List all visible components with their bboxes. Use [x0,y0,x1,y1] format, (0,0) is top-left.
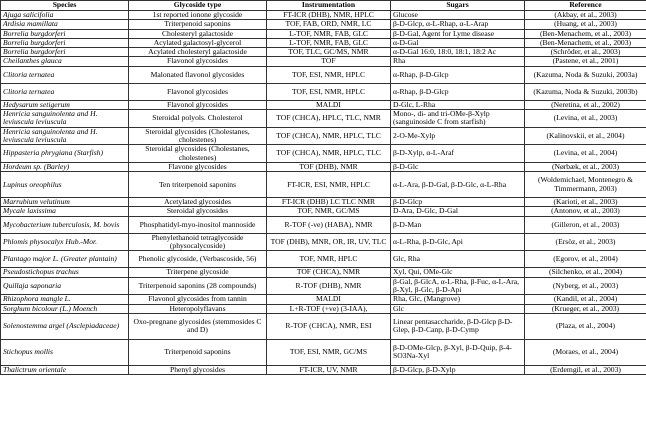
cell-reference: (Levina, et al., 2004) [525,145,646,163]
cell-reference: (Ben-Menachem, et al., 2003) [525,29,646,38]
cell-reference: (Schröder, et al., 2003) [525,48,646,57]
cell-sugars: 2-O-Me-Xylp [391,127,525,145]
cell-sugars: β-Gal, β-GlcA, α-L-Rha, β-Fuc, α-L-Ara, β-Xyl, β-Glc, β-D-Api [391,277,525,295]
cell-sugars: Mono-, di- and tri-OMe-β-Xylp (sanguinoside C from starfish) [391,110,525,128]
cell-reference: (Erdemgil, et al., 2003) [525,365,646,374]
cell-sugars: Rha, Glc, (Mangrove) [391,295,525,304]
cell-instrumentation: TOF (CHCA), NMR, HPLC, TLC [267,127,391,145]
table-row [1,313,646,339]
cell-glycoside-type: Ten triterpenoid saponins [129,172,267,198]
cell-species: Henricia sanguinolenta and H. leviuscula leviuscula [1,110,129,128]
table-row [1,11,646,20]
table-body [1,11,646,375]
table-row [1,339,646,365]
cell-glycoside-type: Acylated cholesteryl galactoside [129,48,267,57]
cell-reference: (Kazuma, Noda & Suzuki, 2003a) [525,66,646,83]
cell-instrumentation: TOF, NMR, GC/MS [267,207,391,216]
table-row [1,66,646,83]
cell-species: Lupinus oreophilus [1,172,129,198]
cell-instrumentation: R-TOF (CHCA), NMR, ESI [267,313,391,339]
table-row [1,127,646,145]
cell-glycoside-type: Malonated flavonol glycosides [129,66,267,83]
cell-reference: (Kandil, et al., 2004) [525,295,646,304]
cell-glycoside-type: Flavone glycosides [129,162,267,171]
cell-instrumentation: TOF (CHCA), NMR [267,268,391,277]
cell-sugars: β-D-Glc [391,162,525,171]
cell-sugars: D-Glc, L-Rha [391,100,525,109]
cell-reference: (Antonov, et al., 2003) [525,207,646,216]
table-row [1,251,646,268]
cell-reference: (Kazuma, Noda & Suzuki, 2003b) [525,83,646,100]
cell-sugars: Rha [391,57,525,66]
table-row [1,216,646,233]
cell-reference: (Akbay, et al., 2003) [525,11,646,20]
cell-instrumentation: TOF (DHB), MNR, OR, IR, UV, TLC [267,233,391,251]
header-species: Species [1,1,129,11]
cell-species: Mycobacterium tuberculosis, M. bovis [1,216,129,233]
table-row [1,162,646,171]
table-row [1,207,646,216]
cell-sugars: Glc [391,304,525,313]
cell-sugars: β-D-Glcp, β-D-Xylp [391,365,525,374]
cell-reference: (Gilleron, et al., 2003) [525,216,646,233]
cell-glycoside-type: Triterpene glycoside [129,268,267,277]
cell-glycoside-type: Phenolic glycoside, (Verbascoside, 56) [129,251,267,268]
cell-species: Thalictrum orientale [1,365,129,374]
cell-reference: (Woldemichael, Montenegro & Timmermann, 2003) [525,172,646,198]
cell-instrumentation: FT-ICR (DHB) LC TLC NMR [267,198,391,207]
cell-instrumentation: TOF, NMR, HPLC [267,251,391,268]
cell-instrumentation: MALDI [267,100,391,109]
cell-instrumentation: TOF (DHB), NMR [267,162,391,171]
cell-reference: (Nyberg, et al., 2003) [525,277,646,295]
header-sugars: Sugars [391,1,525,11]
cell-sugars: Xyl, Qui, OMe-Glc [391,268,525,277]
cell-reference: (Plaza, et al., 2004) [525,313,646,339]
cell-species: Henricia sanguinolenta and H. leviuscula leviuscula [1,127,129,145]
table-row [1,365,646,374]
cell-species: Phlomis physocalyx Hub.-Mor. [1,233,129,251]
cell-species: Borrelia burgdorferi [1,38,129,47]
cell-species: Marrubium velutinum [1,198,129,207]
table-row [1,48,646,57]
cell-instrumentation: R-TOF (-ve) (HABA), NMR [267,216,391,233]
cell-reference: (Krueger, et al., 2003) [525,304,646,313]
cell-instrumentation: L-TOF, NMR, FAB, GLC [267,29,391,38]
cell-species: Clitoria ternatea [1,83,129,100]
cell-sugars: β-D-OMe-Glcp, β-Xyl, β-D-Quip, β-4-SO3Na-Xyl [391,339,525,365]
cell-sugars: D-Ara, D-Glc, D-Gal [391,207,525,216]
cell-species: Hordeum sp. (Barley) [1,162,129,171]
cell-glycoside-type: Phenyl glycosides [129,365,267,374]
header-row [1,1,646,11]
cell-instrumentation: TOF [267,57,391,66]
cell-reference: (Neretina, et al., 2002) [525,100,646,109]
cell-reference: (Kalinovskii, et al., 2004) [525,127,646,145]
cell-species: Quillaja saponaria [1,277,129,295]
cell-glycoside-type: Triterpenoid saponins [129,339,267,365]
cell-sugars: β-D-Glcp, α-L-Rhap, α-L-Arap [391,20,525,29]
cell-glycoside-type: Cholesteryl galactoside [129,29,267,38]
cell-species: Solenostemma argel (Asclepiadaceae) [1,313,129,339]
cell-sugars: β-D-Man [391,216,525,233]
table-row [1,277,646,295]
table-row [1,233,646,251]
cell-instrumentation: FT-ICR, ESI, NMR, HPLC [267,172,391,198]
cell-instrumentation: TOF, TLC, GC/MS, NMR [267,48,391,57]
table-row [1,20,646,29]
header-glycoside-type: Glycoside type [129,1,267,11]
cell-glycoside-type: Triterpenoid saponins [129,20,267,29]
table-row [1,304,646,313]
cell-sugars: α-L-Rha, β-D-Glc, Api [391,233,525,251]
cell-glycoside-type: Flavonol glycosides [129,57,267,66]
cell-sugars: β-D-Glcp [391,198,525,207]
cell-glycoside-type: Flavonol glycosides [129,100,267,109]
cell-sugars: Linear pentasaccharide, β-D-Glcp β-D-Glep, β-D-Canp, β-D-Cymp [391,313,525,339]
cell-species: Plantago major L. (Greater plantain) [1,251,129,268]
cell-sugars: Glc, Rha [391,251,525,268]
cell-glycoside-type: 1st reported ionone glycoside [129,11,267,20]
table-row [1,57,646,66]
cell-species: Hippasteria phrygiana (Starfish) [1,145,129,163]
cell-sugars: β-D-Gal, Agent for Lyme disease [391,29,525,38]
cell-species: Rhizophora mangle L. [1,295,129,304]
cell-sugars: α-L-Ara, β-D-Gal, β-D-Glc, α-L-Rha [391,172,525,198]
header-instrumentation: Instrumentation [267,1,391,11]
cell-instrumentation: L-TOF, NMR, FAB, GLC [267,38,391,47]
header-reference: Reference [525,1,646,11]
cell-reference: (Silchenko, et al., 2004) [525,268,646,277]
cell-instrumentation: FT-ICR, UV, NMR [267,365,391,374]
cell-sugars: α-D-Gal [391,38,525,47]
table-row [1,198,646,207]
cell-instrumentation: TOF (CHCA), NMR, HPLC, TLC [267,145,391,163]
cell-glycoside-type: Oxo-pregnane glycosides (stemmosides C and D) [129,313,267,339]
cell-reference: (Moraes, et al., 2004) [525,339,646,365]
cell-reference: (Nørbæk, et al., 2003) [525,162,646,171]
cell-instrumentation: TOF (CHCA), HPLC, TLC, NMR [267,110,391,128]
cell-glycoside-type: Phosphatidyl-myo-inositol mannoside [129,216,267,233]
cell-species: Cheilanthes glauca [1,57,129,66]
cell-sugars: α-D-Gal 16:0, 18:0, 18:1, 18:2 Ac [391,48,525,57]
cell-glycoside-type: Flavonol glycosides [129,83,267,100]
cell-glycoside-type: Flavonol glycosides from tannin [129,295,267,304]
table-row [1,29,646,38]
cell-glycoside-type: Triterpenoid saponins (28 compounds) [129,277,267,295]
cell-species: Mycale laxissima [1,207,129,216]
cell-instrumentation: L+R-TOF (+ve) (3-IAA), [267,304,391,313]
cell-species: Pseudostichopus trachus [1,268,129,277]
cell-instrumentation: TOF, FAB, ORD, NMR, LC [267,20,391,29]
cell-sugars: Glucose [391,11,525,20]
cell-glycoside-type: Heteropolyflavans [129,304,267,313]
cell-glycoside-type: Steroidal polyols. Cholesterol [129,110,267,128]
cell-sugars: β-D-Xylp, α-L-Araf [391,145,525,163]
cell-species: Sorghum bicolour (L.) Moench [1,304,129,313]
cell-reference: (Levina, et al., 2003) [525,110,646,128]
table-row [1,38,646,47]
table-row [1,83,646,100]
cell-reference: (Ersöz, et al., 2003) [525,233,646,251]
cell-species: Clitoria ternatea [1,66,129,83]
cell-species: Borrelia burgdorferi [1,48,129,57]
cell-instrumentation: TOF, ESI, NMR, GC/MS [267,339,391,365]
table-row [1,268,646,277]
cell-glycoside-type: Steroidal glycosides [129,207,267,216]
cell-reference: (Ben-Menachem, et al., 2003) [525,38,646,47]
cell-reference: (Egorov, et al., 2004) [525,251,646,268]
cell-reference: (Huang, et al., 2003) [525,20,646,29]
cell-glycoside-type: Steroidal glycosides (Cholestanes, cholestenes) [129,127,267,145]
cell-instrumentation: FT-ICR (DHB), NMR, HPLC [267,11,391,20]
cell-reference: (Karioti, et al., 2003) [525,198,646,207]
cell-glycoside-type: Phenylethanoid tetraglycoside (physocalycoside) [129,233,267,251]
table-row [1,295,646,304]
cell-instrumentation: TOF, ESI, NMR, HPLC [267,66,391,83]
cell-glycoside-type: Acylated galactosyl-glycerol [129,38,267,47]
cell-sugars: α-Rhap, β-D-Glcp [391,66,525,83]
cell-species: Ardisia mamillata [1,20,129,29]
cell-instrumentation: R-TOF (DHB), NMR [267,277,391,295]
cell-reference: (Pastene, et al., 2001) [525,57,646,66]
cell-glycoside-type: Acetylated glycosides [129,198,267,207]
table-row [1,110,646,128]
cell-instrumentation: TOF, ESI, NMR, HPLC [267,83,391,100]
table-row [1,145,646,163]
cell-glycoside-type: Steroidal glycosides (Cholestanes, cholestenes) [129,145,267,163]
cell-sugars: α-Rhap, β-D-Glcp [391,83,525,100]
cell-instrumentation: MALDI [267,295,391,304]
cell-species: Borrelia burgdorferi [1,29,129,38]
table-row [1,100,646,109]
cell-species: Ajuga salicifolia [1,11,129,20]
cell-species: Stichopus mollis [1,339,129,365]
cell-species: Hedysarum setigerum [1,100,129,109]
table-row [1,172,646,198]
